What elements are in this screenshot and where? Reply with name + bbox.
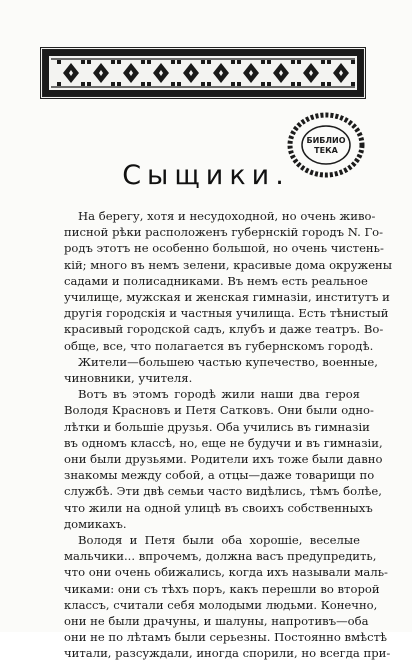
- text-line: Жители—большею частью купечество, военные,: [78, 354, 378, 369]
- text-line: обще, все, что полагается въ губернскомъ городѣ.: [64, 338, 374, 353]
- paragraph: [64, 386, 383, 532]
- text-line: читали, разсуждали, иногда спорили, но всегда при-: [64, 646, 391, 661]
- text-line: чиновники, учителя.: [64, 371, 193, 386]
- text-line: домикахъ.: [64, 516, 127, 531]
- text-line: что они очень обижались, когда ихъ называли маль-: [64, 565, 388, 580]
- text-line: классъ, считали себя молодыми людьми. Конечно,: [64, 597, 378, 612]
- text-line: На берегу, хотя и несудоходной, но очень живо-: [78, 209, 376, 223]
- text-line: знакомы между собой, а отцы—даже товарищи по: [64, 468, 375, 483]
- text-line: красивый городской садъ, клубъ и даже театръ. Во-: [64, 322, 384, 337]
- paragraph: [64, 208, 393, 354]
- body-text: [64, 208, 393, 662]
- text-line: Вотъ въ этомъ городѣ жили наши два героя: [78, 387, 360, 402]
- text-line: лѣтки и большіе друзья. Оба учились въ гимназіи: [64, 419, 370, 434]
- text-line: мальчики... впрочемъ, должна васъ предупредить,: [64, 549, 377, 564]
- chapter-title: Сыщики.: [122, 160, 290, 191]
- paragraph: [64, 532, 391, 662]
- text-line: въ одномъ классѣ, но, еще не будучи и въ гимназіи,: [64, 435, 383, 450]
- text-line: Володя Красновъ и Петя Сатковъ. Они были одно-: [64, 403, 374, 418]
- stamp-top-text: БИБЛИО: [306, 136, 346, 145]
- text-line: что жили на одной улицѣ въ своихъ собственныхъ: [64, 500, 373, 515]
- text-line: писной рѣки расположенъ губернскій городъ N. Го-: [64, 225, 384, 240]
- text-line: училище, мужская и женская гимназіи, институтъ и: [64, 290, 390, 305]
- text-line: службѣ. Эти двѣ семьи часто видѣлись, тѣмъ болѣе,: [64, 484, 382, 499]
- text-line: они не были драчуны, и шалуны, напротивъ—оба: [64, 614, 369, 629]
- text-line: они были друзьями. Родители ихъ тоже были давно: [64, 452, 383, 467]
- text-line: кій; много въ немъ зелени, красивые дома окружены: [64, 257, 393, 272]
- text-line: чиками: они съ тѣхъ поръ, какъ перешли во второй: [64, 581, 380, 596]
- text-line: родъ этотъ не особенно большой, но очень чистень-: [64, 241, 384, 256]
- text-line: Володя и Петя были оба хорошіе, веселые: [78, 533, 360, 548]
- stamp-bottom-text: ТЕКА: [314, 146, 338, 155]
- text-line: они не по лѣтамъ были серьезны. Постоянно вмѣстѣ: [64, 630, 387, 645]
- paragraph: [64, 354, 378, 386]
- text-line: другія городскія и частныя училища. Есть тѣнистый: [64, 306, 389, 321]
- text-line: садами и полисадниками. Въ немъ есть реальное: [64, 273, 368, 288]
- ornamental-headpiece: [40, 47, 366, 99]
